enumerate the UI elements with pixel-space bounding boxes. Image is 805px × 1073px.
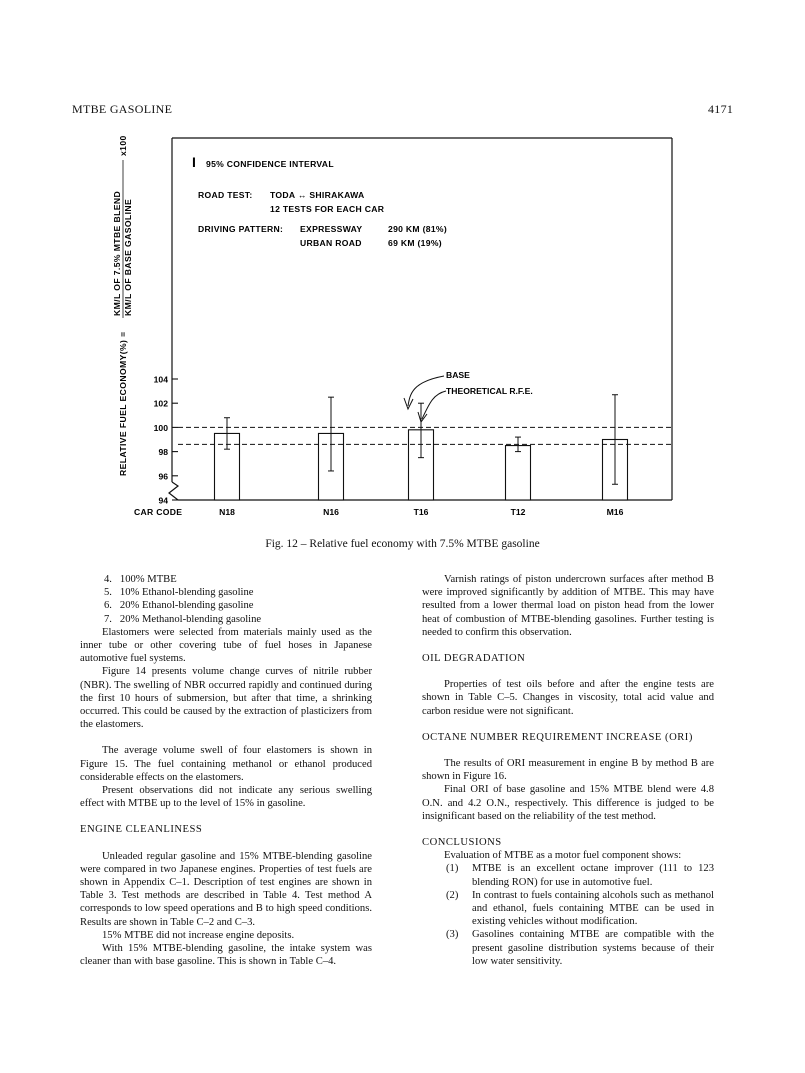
section-heading-engine-cleanliness: ENGINE CLEANLINESS	[80, 824, 203, 836]
driving-row-urban-name: URBAN ROAD	[300, 238, 362, 248]
driving-pattern-label: DRIVING PATTERN:	[198, 224, 284, 234]
paragraph: Elastomers were selected from materials mainly used as the inner tube or other covering tube of fuel hoses in Japanese automotive fuel systems.	[80, 626, 372, 665]
left-column	[80, 573, 372, 968]
x-axis-title: CAR CODE	[134, 507, 183, 517]
conclusion-item	[422, 862, 714, 888]
road-test-route: TODA ↔ SHIRAKAWA	[270, 190, 365, 200]
list-number: 5.	[104, 587, 112, 599]
paragraph: 15% MTBE did not increase engine deposits.	[102, 929, 295, 941]
list-text: 20% Ethanol-blending gasoline	[119, 600, 254, 612]
y-tick-label-100: 100	[153, 422, 168, 433]
theoretical-annotation: THEORETICAL R.F.E.	[446, 386, 533, 396]
conclusion-item	[422, 889, 714, 929]
base-leader-line	[408, 376, 444, 406]
list-item	[80, 613, 372, 626]
right-column	[422, 573, 714, 968]
ylabel-suffix: x100	[118, 135, 128, 156]
list-item	[80, 599, 372, 612]
figure-12-chart	[108, 128, 678, 524]
section-heading-conclusions: CONCLUSIONS	[422, 837, 502, 849]
confidence-interval-label: 95% CONFIDENCE INTERVAL	[206, 159, 334, 169]
x-tick-label-M16: M16	[606, 507, 624, 517]
list-item	[80, 586, 372, 599]
ylabel-prefix: RELATIVE FUEL ECONOMY(%) =	[118, 331, 128, 476]
y-tick-label-98: 98	[158, 447, 168, 458]
confidence-interval-symbol: I	[192, 154, 197, 170]
bar-series	[215, 395, 628, 500]
list-text: 10% Ethanol-blending gasoline	[119, 587, 254, 599]
theoretical-leader-line	[422, 391, 446, 419]
list-number: 7.	[104, 613, 112, 625]
list-text: 100% MTBE	[119, 574, 177, 585]
paragraph: The results of ORI measurement in engine B by method B are shown in Figure 16.	[422, 758, 714, 783]
list-text: 20% Methanol-blending gasoline	[119, 613, 262, 625]
paragraph: Properties of test oils before and after the engine tests are shown in Table C–5. Changes in viscosity, total acid value and carbon residue were not significant.	[422, 679, 714, 717]
section-heading-oil-degradation: OIL DEGRADATION	[422, 653, 526, 665]
ylabel-numerator: KM/L OF 7.5% MTBE BLEND	[112, 190, 122, 316]
axis-break	[169, 482, 178, 500]
y-tick-label-96: 96	[158, 471, 168, 482]
conclusion-text: MTBE is an excellent octane improver (111 to 123 blending RON) for use in automotive fuel.	[472, 863, 714, 888]
list-number: 6.	[104, 600, 112, 612]
bar-T12	[506, 446, 531, 500]
list-number: 4.	[104, 574, 112, 585]
driving-row-urban-value: 69 KM (19%)	[388, 238, 442, 248]
running-header: MTBE GASOLINE	[72, 102, 173, 116]
list-item	[80, 573, 372, 586]
paragraph: Unleaded regular gasoline and 15% MTBE-blending gasoline were compared in two Japanese engines. Properties of test fuels are shown in Appendix C–1. Description of test engines are shown in Table 3. Test methods are described in Table 4. Test method A corresponds to low speed operations and B to high speed conditions. Results are shown in Table C–2 and C–3.	[80, 850, 372, 928]
conclusion-text: In contrast to fuels containing alcohols such as methanol and ethanol, fuels containing MTBE can be used in existing vehicles without modification.	[472, 889, 714, 928]
paragraph: Final ORI of base gasoline and 15% MTBE blend were 4.8 O.N. and 4.2 O.N., respectively. This difference is judged to be insignificant based on the reliability of the test method.	[422, 784, 714, 822]
section-heading-ori: OCTANE NUMBER REQUIREMENT INCREASE (ORI)	[422, 731, 693, 743]
y-tick-label-102: 102	[153, 398, 168, 409]
paragraph: The average volume swell of four elastomers is shown in Figure 15. The fuel containing methanol or ethanol produced considerable effects on the elastomers.	[80, 745, 372, 783]
page-number: 4171	[708, 102, 734, 116]
conclusion-number: (3)	[446, 929, 459, 941]
y-axis-ticks	[154, 375, 178, 506]
paragraph: Varnish ratings of piston undercrown surfaces after method B were improved significantly by addition of MTBE. This may have resulted from a lower thermal load on piston head from the lower heat of combustion of MTBE-blending gasolines. Further testing is needed to confirm this observation.	[422, 574, 714, 638]
paragraph: Figure 14 presents volume change curves of nitrile rubber (NBR). The swelling of NBR occurred rapidly and continued during the first 10 hours of submersion, but after that time, a shrinking occurred. This could be caused by the extraction of plasticizers from the elastomers.	[80, 666, 372, 731]
paragraph: Present observations did not indicate any serious swelling effect with MTBE up to the level of 15% in gasoline.	[80, 785, 372, 810]
y-tick-label-104: 104	[153, 374, 168, 385]
road-test-label: ROAD TEST:	[198, 190, 253, 200]
driving-row-expressway-name: EXPRESSWAY	[300, 224, 363, 234]
conclusion-number: (2)	[446, 889, 459, 901]
conclusion-item	[422, 928, 714, 968]
driving-row-expressway-value: 290 KM (81%)	[388, 224, 448, 234]
figure-caption: Fig. 12 – Relative fuel economy with 7.5% MTBE gasoline	[265, 538, 540, 550]
x-axis-labels	[219, 507, 623, 517]
x-tick-label-N18: N18	[219, 507, 235, 517]
x-tick-label-N16: N16	[323, 507, 339, 517]
y-tick-label-94: 94	[158, 495, 168, 506]
x-tick-label-T16: T16	[413, 507, 429, 517]
paragraph: With 15% MTBE-blending gasoline, the intake system was cleaner than with base gasoline. This is shown in Table C–4.	[80, 943, 372, 968]
road-test-count: 12 TESTS FOR EACH CAR	[270, 204, 385, 214]
paragraph: Evaluation of MTBE as a motor fuel component shows:	[444, 850, 682, 862]
x-tick-label-T12: T12	[510, 507, 526, 517]
conclusion-text: Gasolines containing MTBE are compatible with the present gasoline distribution systems because of their low water sensitivity.	[472, 929, 714, 967]
conclusion-number: (1)	[446, 863, 459, 875]
ylabel-denominator: KM/L OF BASE GASOLINE	[123, 198, 133, 316]
base-annotation: BASE	[446, 370, 470, 380]
